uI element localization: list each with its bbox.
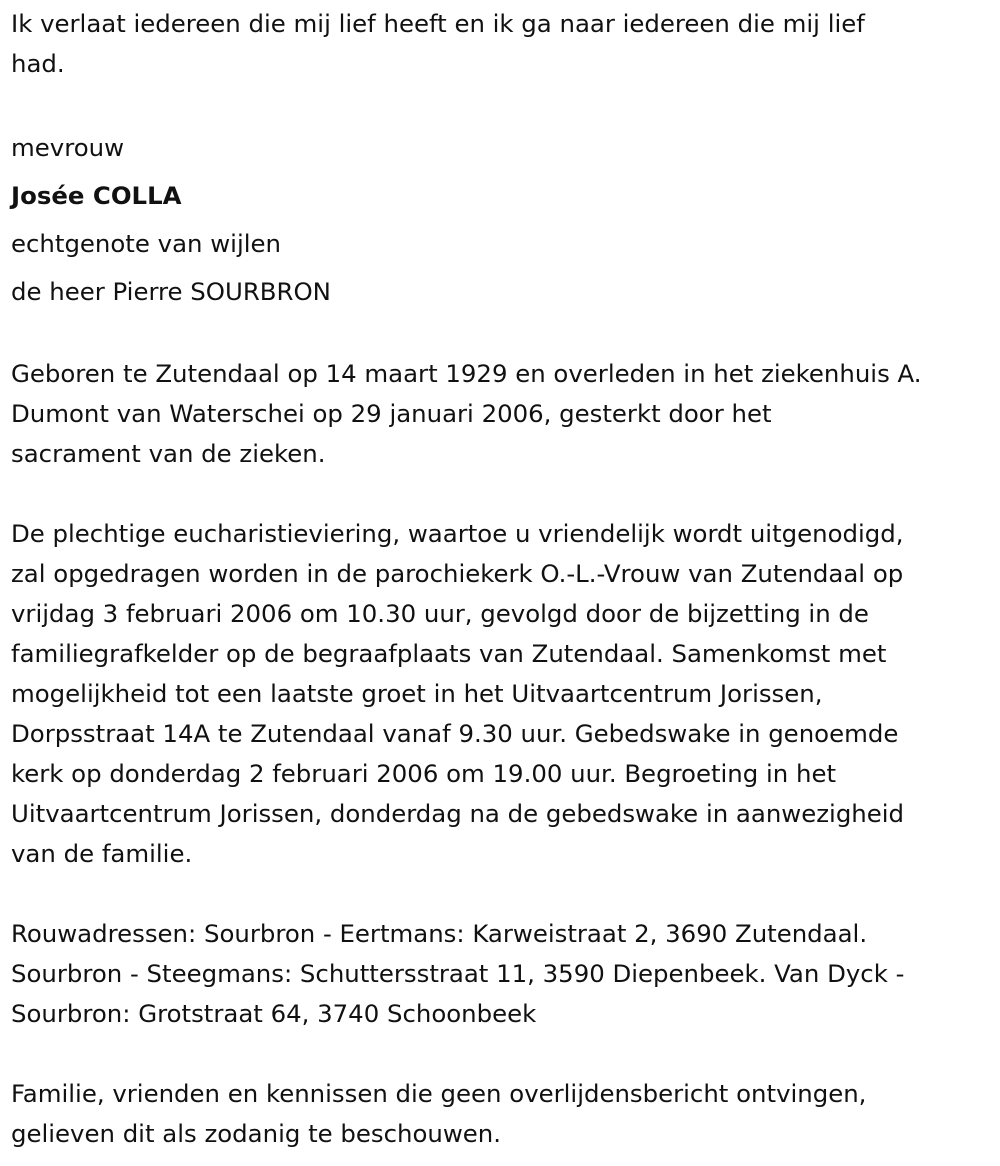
ceremony-line: familiegrafkelder op de begraafplaats van Zutendaal. Samenkomst met [11, 639, 887, 668]
paragraph-gap [11, 84, 995, 124]
closing-line: gelieven dit als zodanig te beschouwen. [11, 1119, 502, 1148]
ceremony-paragraph [11, 514, 995, 874]
addresses-paragraph [11, 914, 995, 1034]
birth-death-paragraph [11, 354, 995, 474]
ceremony-line: vrijdag 3 februari 2006 om 10.30 uur, gevolgd door de bijzetting in de [11, 599, 869, 628]
deceased-block [11, 124, 995, 316]
paragraph-gap [11, 474, 995, 514]
ceremony-line: Uitvaartcentrum Jorissen, donderdag na de gebedswake in aanwezigheid [11, 799, 905, 828]
ceremony-line: kerk op donderdag 2 februari 2006 om 19.00 uur. Begroeting in het [11, 759, 837, 788]
address-line: Sourbron: Grotstraat 64, 3740 Schoonbeek [11, 999, 537, 1028]
paragraph-gap [11, 316, 995, 354]
spouse-name: de heer Pierre SOURBRON [11, 277, 331, 306]
address-line: Sourbron - Steegmans: Schuttersstraat 11, 3590 Diepenbeek. Van Dyck - [11, 959, 905, 988]
obituary-document [11, 4, 995, 1154]
ceremony-line: mogelijkheid tot een laatste groet in het Uitvaartcentrum Jorissen, [11, 679, 823, 708]
closing-paragraph [11, 1074, 995, 1154]
paragraph-gap [11, 874, 995, 914]
motto-paragraph [11, 4, 995, 84]
deceased-title: mevrouw [11, 133, 125, 162]
birth-death-line: Dumont van Waterschei op 29 januari 2006, gesterkt door het [11, 399, 772, 428]
ceremony-line: Dorpsstraat 14A te Zutendaal vanaf 9.30 uur. Gebedswake in genoemde [11, 719, 899, 748]
motto-line: Ik verlaat iedereen die mij lief heeft en ik ga naar iedereen die mij lief [11, 9, 865, 38]
ceremony-line: zal opgedragen worden in de parochiekerk O.-L.-Vrouw van Zutendaal op [11, 559, 904, 588]
ceremony-line: van de familie. [11, 839, 193, 868]
closing-line: Familie, vrienden en kennissen die geen overlijdensbericht ontvingen, [11, 1079, 867, 1108]
address-line: Rouwadressen: Sourbron - Eertmans: Karweistraat 2, 3690 Zutendaal. [11, 919, 868, 948]
birth-death-line: sacrament van de zieken. [11, 439, 326, 468]
deceased-name: Josée COLLA [11, 181, 182, 210]
ceremony-line: De plechtige eucharistieviering, waartoe u vriendelijk wordt uitgenodigd, [11, 519, 904, 548]
deceased-relation: echtgenote van wijlen [11, 229, 281, 258]
birth-death-line: Geboren te Zutendaal op 14 maart 1929 en overleden in het ziekenhuis A. [11, 359, 922, 388]
motto-line: had. [11, 49, 65, 78]
paragraph-gap [11, 1034, 995, 1074]
